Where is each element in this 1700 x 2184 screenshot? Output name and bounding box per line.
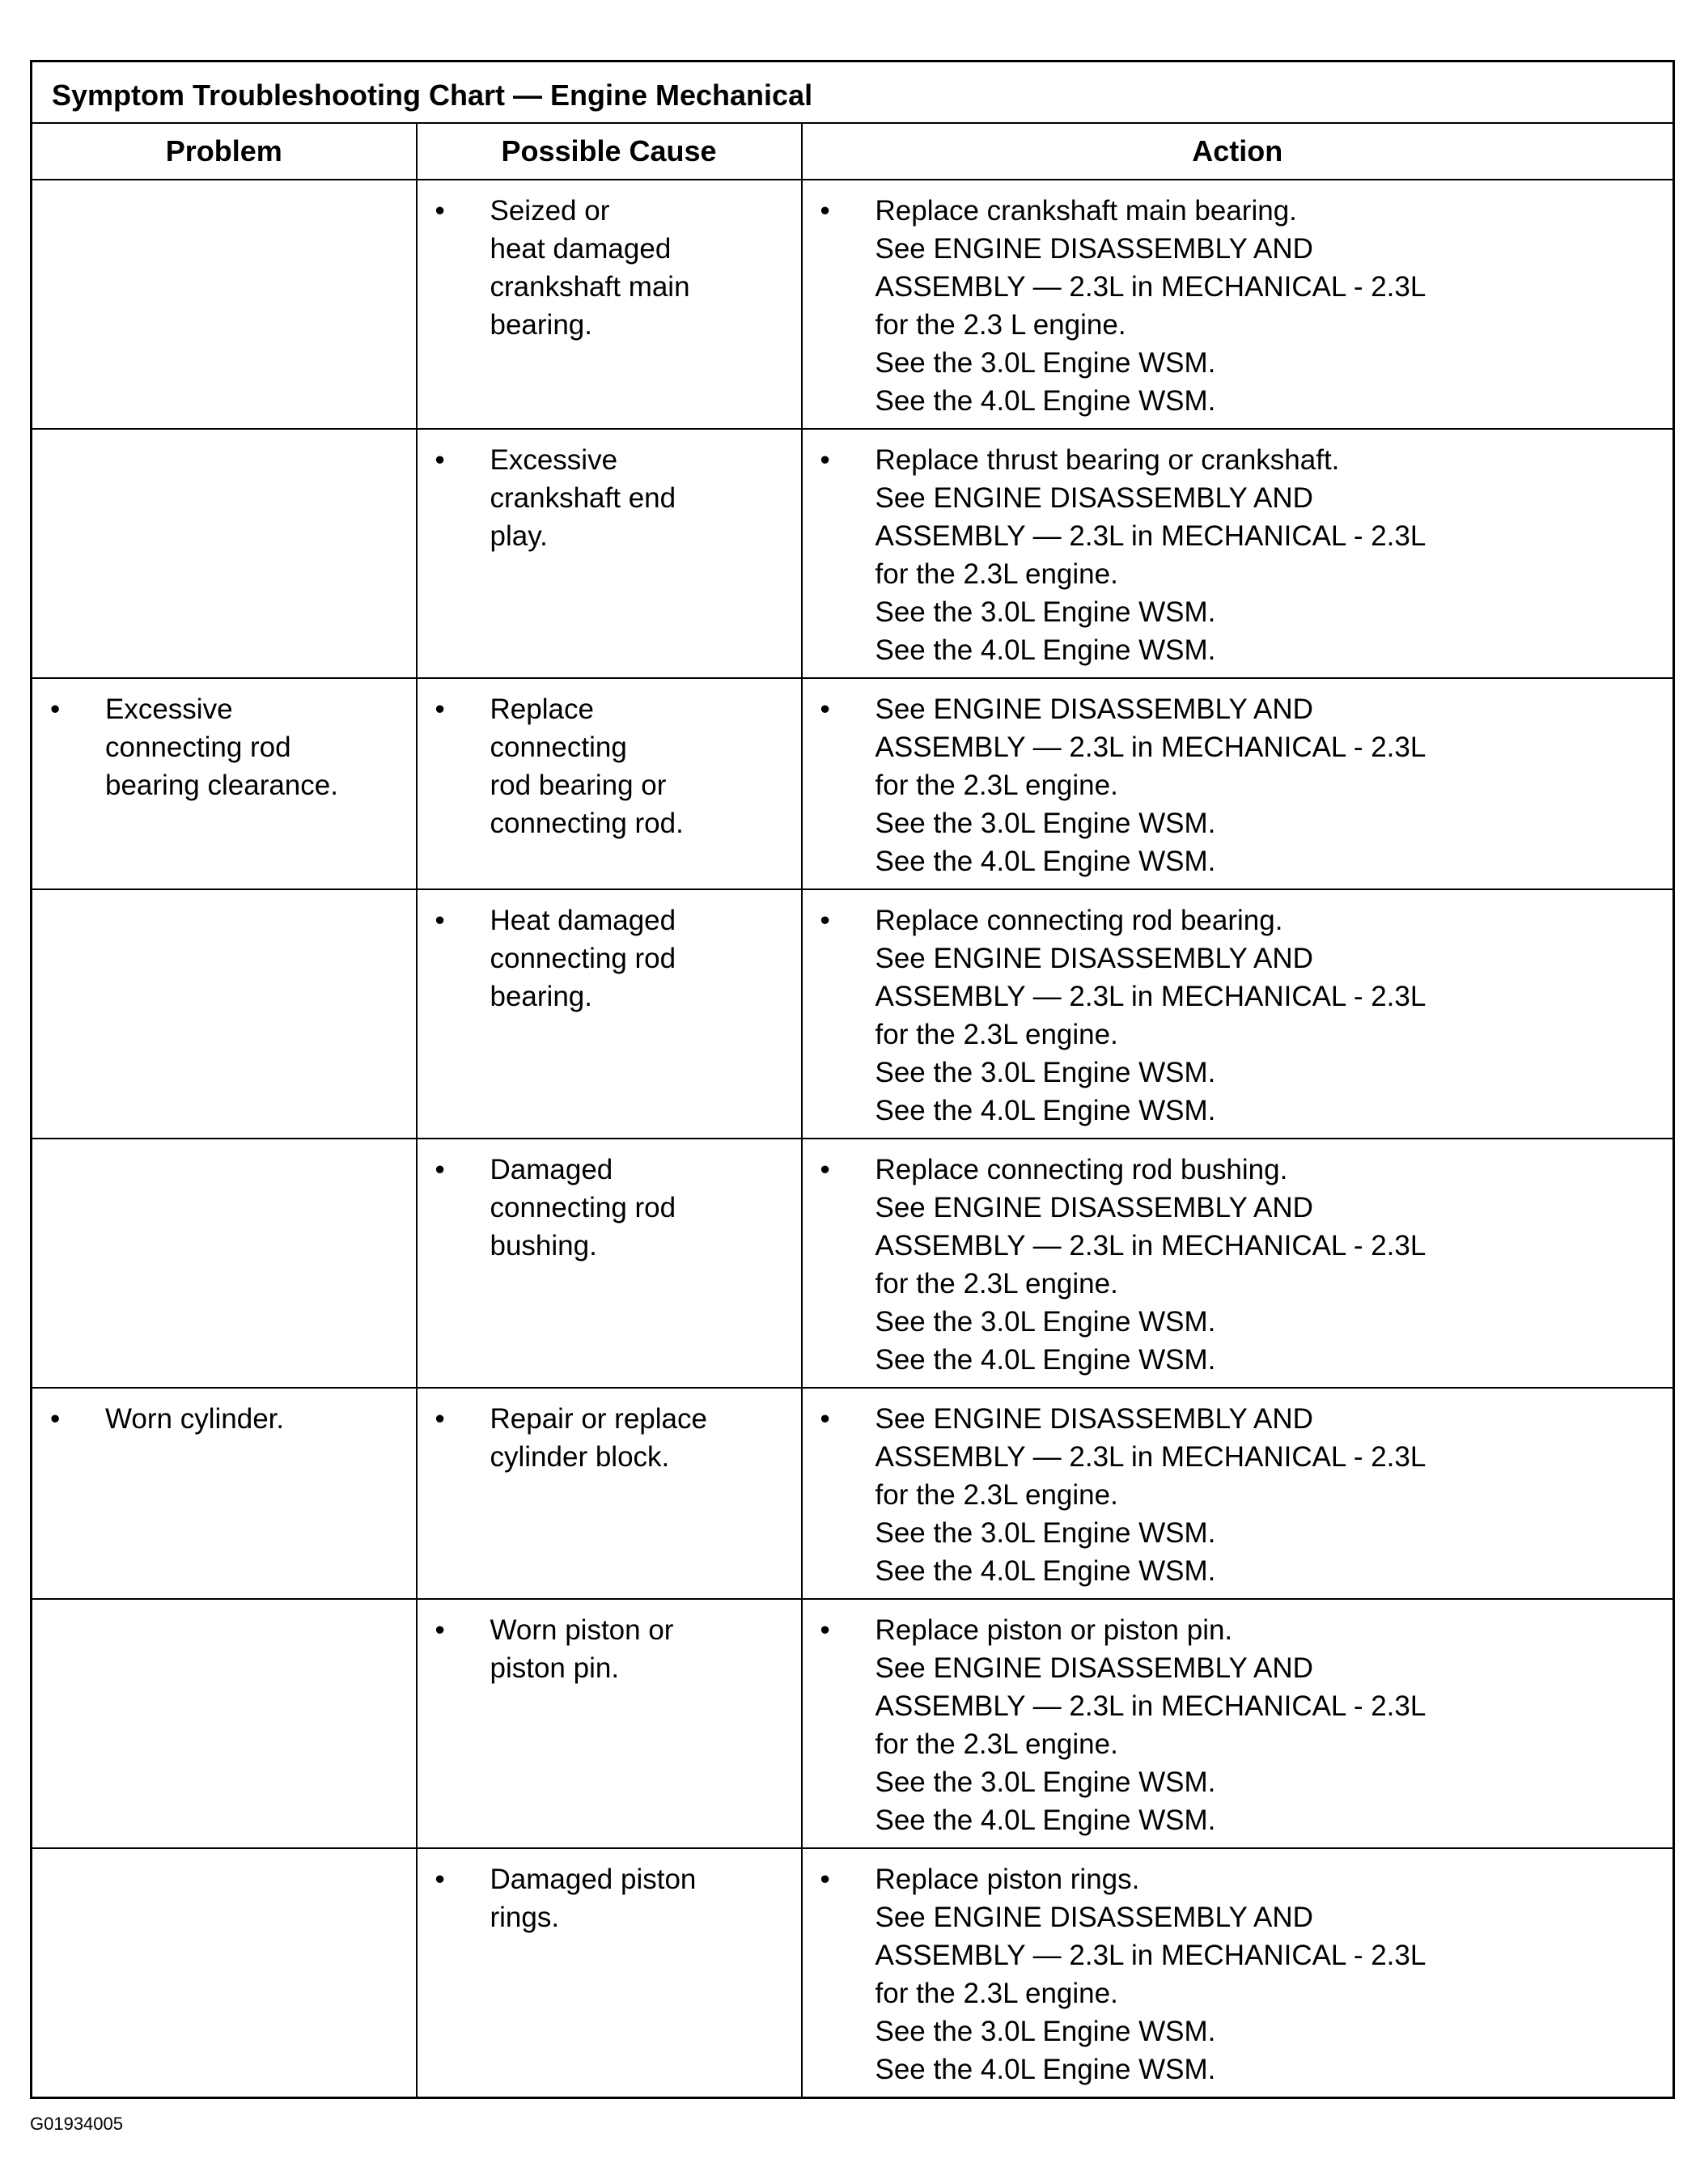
- problem-line: Worn cylinder.: [105, 1403, 285, 1435]
- action-line: Replace connecting rod bearing.: [875, 905, 1283, 936]
- cause-entry: [418, 1139, 801, 1273]
- cause-line: Excessive: [490, 444, 618, 476]
- troubleshooting-table: [30, 60, 1675, 2099]
- action-line: See the 3.0L Engine WSM.: [875, 347, 1216, 379]
- bullet-icon: •: [820, 444, 830, 476]
- action-line: See the 3.0L Engine WSM.: [875, 1766, 1216, 1798]
- cause-text: [490, 901, 785, 1016]
- header-problem: Problem: [32, 123, 417, 180]
- problem-cell: [32, 1599, 417, 1848]
- cause-cell: [417, 180, 802, 429]
- action-cell: [802, 678, 1674, 889]
- action-line: See the 3.0L Engine WSM.: [875, 808, 1216, 839]
- action-line: for the 2.3L engine.: [875, 1728, 1118, 1760]
- action-line: for the 2.3L engine.: [875, 1978, 1118, 2009]
- action-entry: [803, 1389, 1673, 1598]
- action-cell: [802, 1388, 1674, 1599]
- action-line: ASSEMBLY — 2.3L in MECHANICAL - 2.3L: [875, 271, 1427, 303]
- cause-entry: [418, 1600, 801, 1695]
- action-entry: [803, 890, 1673, 1138]
- cause-text: [490, 690, 785, 842]
- cause-line: rings.: [490, 1902, 560, 1933]
- problem-cell: [32, 1139, 417, 1388]
- cause-cell: [417, 889, 802, 1139]
- cause-text: [490, 1611, 785, 1687]
- action-text: [875, 441, 1657, 669]
- action-text: [875, 192, 1657, 420]
- action-cell: [802, 1599, 1674, 1848]
- cause-text: [490, 1860, 785, 1936]
- action-entry: [803, 1139, 1673, 1387]
- action-line: See ENGINE DISASSEMBLY AND: [875, 1652, 1313, 1684]
- action-line: ASSEMBLY — 2.3L in MECHANICAL - 2.3L: [875, 981, 1427, 1012]
- cause-line: Damaged piston: [490, 1864, 697, 1895]
- bullet-icon: •: [820, 1403, 830, 1435]
- action-line: See the 3.0L Engine WSM.: [875, 1517, 1216, 1549]
- action-line: See the 4.0L Engine WSM.: [875, 1344, 1216, 1376]
- cause-line: piston pin.: [490, 1652, 620, 1684]
- action-line: See the 4.0L Engine WSM.: [875, 1804, 1216, 1836]
- bullet-icon: •: [820, 195, 830, 227]
- cause-cell: [417, 1599, 802, 1848]
- bullet-icon: •: [820, 1864, 830, 1895]
- action-cell: [802, 1139, 1674, 1388]
- action-cell: [802, 1848, 1674, 2098]
- action-line: See ENGINE DISASSEMBLY AND: [875, 1192, 1313, 1223]
- cause-text: [490, 192, 785, 344]
- cause-line: connecting rod: [490, 943, 676, 974]
- action-line: for the 2.3L engine.: [875, 1268, 1118, 1300]
- action-line: ASSEMBLY — 2.3L in MECHANICAL - 2.3L: [875, 1940, 1427, 1971]
- cause-text: [490, 1151, 785, 1265]
- table-row: [32, 1848, 1674, 2098]
- action-line: ASSEMBLY — 2.3L in MECHANICAL - 2.3L: [875, 1441, 1427, 1473]
- problem-entry: [32, 679, 416, 812]
- cause-text: [490, 441, 785, 555]
- cause-entry: [418, 430, 801, 563]
- action-line: ASSEMBLY — 2.3L in MECHANICAL - 2.3L: [875, 732, 1427, 763]
- bullet-icon: •: [820, 1154, 830, 1185]
- table-row: [32, 1388, 1674, 1599]
- action-line: See the 3.0L Engine WSM.: [875, 1306, 1216, 1338]
- cause-line: bearing.: [490, 309, 592, 341]
- bullet-icon: •: [820, 1614, 830, 1646]
- cause-line: Replace: [490, 693, 594, 725]
- action-line: for the 2.3L engine.: [875, 1479, 1118, 1511]
- action-line: Replace crankshaft main bearing.: [875, 195, 1297, 227]
- action-text: [875, 1400, 1657, 1590]
- problem-cell: [32, 180, 417, 429]
- action-line: for the 2.3L engine.: [875, 558, 1118, 590]
- header-possible-cause: Possible Cause: [417, 123, 802, 180]
- action-line: for the 2.3L engine.: [875, 770, 1118, 801]
- bullet-icon: •: [435, 195, 445, 227]
- bullet-icon: •: [435, 1154, 445, 1185]
- problem-cell: [32, 1848, 417, 2098]
- action-line: See the 4.0L Engine WSM.: [875, 1095, 1216, 1126]
- bullet-icon: •: [435, 1403, 445, 1435]
- action-line: See the 3.0L Engine WSM.: [875, 596, 1216, 628]
- cause-line: cylinder block.: [490, 1441, 670, 1473]
- bullet-icon: •: [435, 693, 445, 725]
- bullet-icon: •: [820, 693, 830, 725]
- action-line: ASSEMBLY — 2.3L in MECHANICAL - 2.3L: [875, 520, 1427, 552]
- action-text: [875, 1611, 1657, 1839]
- action-line: See the 3.0L Engine WSM.: [875, 2016, 1216, 2047]
- cause-line: Seized or: [490, 195, 610, 227]
- action-line: See ENGINE DISASSEMBLY AND: [875, 1902, 1313, 1933]
- header-action: Action: [802, 123, 1674, 180]
- action-line: Replace piston rings.: [875, 1864, 1140, 1895]
- figure-id: G01934005: [30, 2114, 123, 2134]
- action-line: ASSEMBLY — 2.3L in MECHANICAL - 2.3L: [875, 1230, 1427, 1262]
- table-row: [32, 180, 1674, 429]
- header-row: [32, 123, 1674, 180]
- action-line: See ENGINE DISASSEMBLY AND: [875, 693, 1313, 725]
- bullet-icon: •: [435, 1864, 445, 1895]
- action-line: See ENGINE DISASSEMBLY AND: [875, 1403, 1313, 1435]
- action-line: Replace connecting rod bushing.: [875, 1154, 1288, 1185]
- bullet-icon: •: [50, 693, 61, 725]
- action-line: for the 2.3 L engine.: [875, 309, 1126, 341]
- action-text: [875, 1151, 1657, 1379]
- problem-cell: [32, 429, 417, 678]
- problem-cell: [32, 678, 417, 889]
- table-row: [32, 429, 1674, 678]
- action-line: Replace thrust bearing or crankshaft.: [875, 444, 1340, 476]
- table-title: Symptom Troubleshooting Chart — Engine Mechanical: [32, 61, 1674, 124]
- cause-text: [490, 1400, 785, 1476]
- problem-text: [105, 1400, 400, 1438]
- cause-entry: [418, 1389, 801, 1484]
- action-line: See ENGINE DISASSEMBLY AND: [875, 943, 1313, 974]
- action-line: See the 4.0L Engine WSM.: [875, 1555, 1216, 1587]
- cause-line: bushing.: [490, 1230, 597, 1262]
- table-row: [32, 678, 1674, 889]
- action-entry: [803, 1600, 1673, 1847]
- action-line: See the 4.0L Engine WSM.: [875, 634, 1216, 666]
- cause-line: Worn piston or: [490, 1614, 674, 1646]
- cause-line: bearing.: [490, 981, 592, 1012]
- action-entry: [803, 180, 1673, 428]
- cause-entry: [418, 679, 801, 850]
- table-row: [32, 1599, 1674, 1848]
- table-row: [32, 1139, 1674, 1388]
- action-line: See ENGINE DISASSEMBLY AND: [875, 233, 1313, 265]
- cause-line: Heat damaged: [490, 905, 676, 936]
- action-entry: [803, 679, 1673, 888]
- action-cell: [802, 180, 1674, 429]
- cause-line: heat damaged: [490, 233, 672, 265]
- cause-line: crankshaft end: [490, 482, 676, 514]
- action-entry: [803, 1849, 1673, 2097]
- cause-line: play.: [490, 520, 548, 552]
- cause-line: connecting rod.: [490, 808, 684, 839]
- action-line: Replace piston or piston pin.: [875, 1614, 1233, 1646]
- problem-line: connecting rod: [105, 732, 291, 763]
- action-text: [875, 1860, 1657, 2089]
- cause-cell: [417, 429, 802, 678]
- bullet-icon: •: [435, 905, 445, 936]
- bullet-icon: •: [435, 444, 445, 476]
- problem-cell: [32, 889, 417, 1139]
- action-line: ASSEMBLY — 2.3L in MECHANICAL - 2.3L: [875, 1690, 1427, 1722]
- bullet-icon: •: [820, 905, 830, 936]
- cause-cell: [417, 1848, 802, 2098]
- action-cell: [802, 889, 1674, 1139]
- title-row: [32, 61, 1674, 124]
- cause-line: connecting rod: [490, 1192, 676, 1223]
- action-line: See the 4.0L Engine WSM.: [875, 385, 1216, 417]
- cause-cell: [417, 678, 802, 889]
- bullet-icon: •: [435, 1614, 445, 1646]
- problem-text: [105, 690, 400, 804]
- cause-entry: [418, 1849, 801, 1944]
- action-line: See the 4.0L Engine WSM.: [875, 846, 1216, 877]
- action-line: See ENGINE DISASSEMBLY AND: [875, 482, 1313, 514]
- table-row: [32, 889, 1674, 1139]
- action-line: for the 2.3L engine.: [875, 1019, 1118, 1050]
- problem-entry: [32, 1389, 416, 1446]
- cause-line: Damaged: [490, 1154, 613, 1185]
- cause-cell: [417, 1139, 802, 1388]
- problem-line: Excessive: [105, 693, 233, 725]
- action-text: [875, 901, 1657, 1130]
- action-cell: [802, 429, 1674, 678]
- cause-entry: [418, 890, 801, 1024]
- table-body: [32, 180, 1674, 2098]
- bullet-icon: •: [50, 1403, 61, 1435]
- cause-line: crankshaft main: [490, 271, 690, 303]
- cause-cell: [417, 1388, 802, 1599]
- problem-cell: [32, 1388, 417, 1599]
- cause-line: rod bearing or: [490, 770, 667, 801]
- cause-entry: [418, 180, 801, 352]
- action-entry: [803, 430, 1673, 677]
- problem-line: bearing clearance.: [105, 770, 338, 801]
- action-text: [875, 690, 1657, 880]
- cause-line: Repair or replace: [490, 1403, 707, 1435]
- cause-line: connecting: [490, 732, 627, 763]
- action-line: See the 3.0L Engine WSM.: [875, 1057, 1216, 1088]
- action-line: See the 4.0L Engine WSM.: [875, 2054, 1216, 2085]
